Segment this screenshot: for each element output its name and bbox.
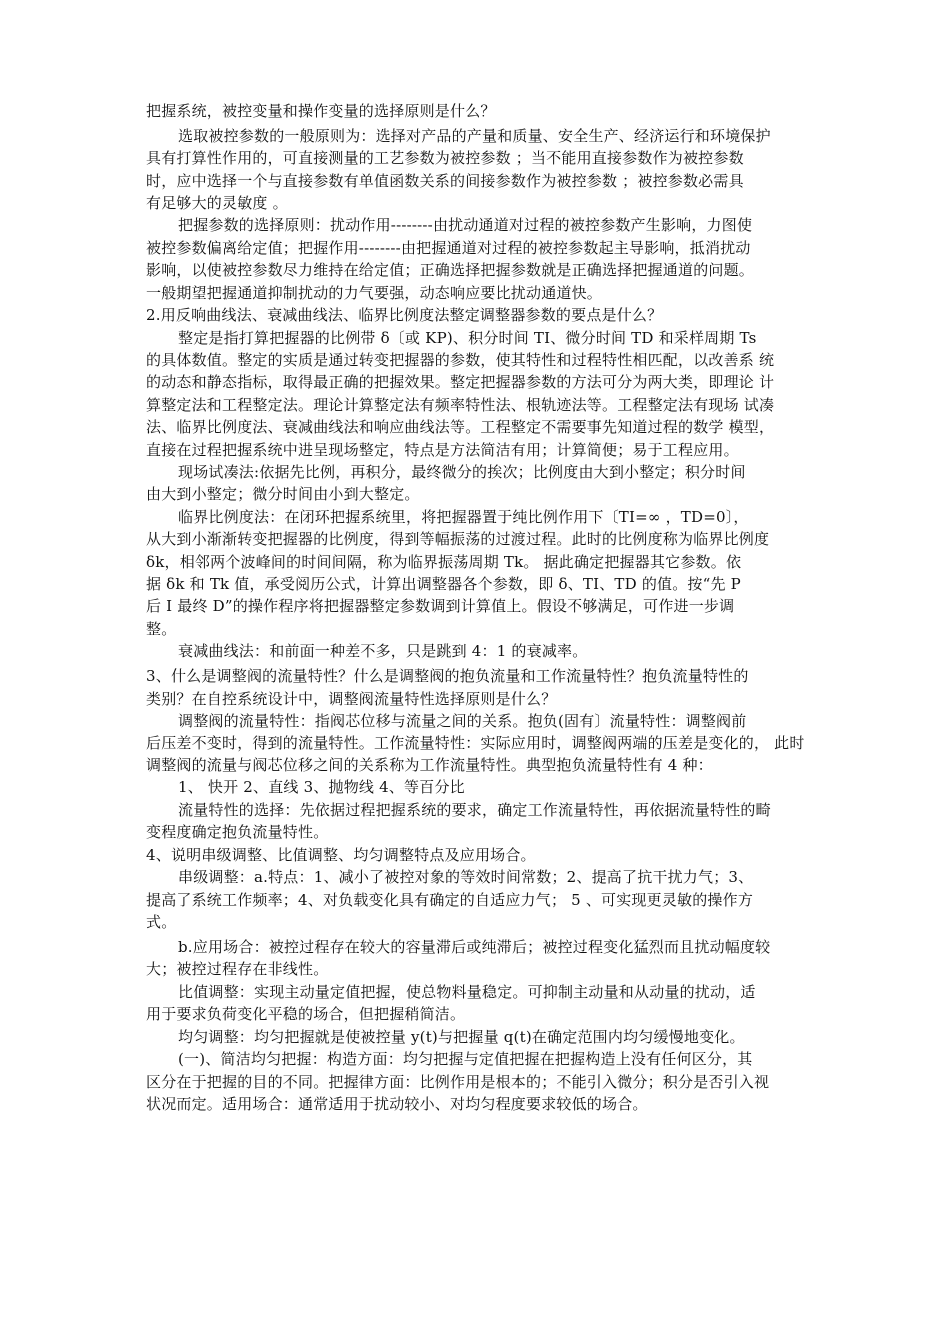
text-line-28: 调整阀的流量特性：指阀芯位移与流量之间的关系。抱负(固有〕流量特性：调整阀前 bbox=[178, 712, 747, 730]
text-line-33: 变程度确定抱负流量特性。 bbox=[146, 823, 329, 841]
text-line-8: 影响，以使被控参数尽力维持在给定值；正确选择把握参数就是正确选择把握通道的问题。 bbox=[146, 261, 755, 279]
text-line-26: 3、什么是调整阀的流量特性？什么是调整阀的抱负流量和工作流量特性？抱负流量特性的 bbox=[146, 667, 749, 685]
text-line-42: 均匀调整：均匀把握就是使被控量 y(t)与把握量 q(t)在确定范围内均匀缓慢地变化。 bbox=[178, 1028, 745, 1046]
text-line-20: 从大到小渐渐转变把握器的比例度，得到等幅振荡的过渡过程。此时的比例度称为临界比例度 bbox=[146, 530, 770, 548]
text-line-29: 后压差不变时，得到的流量特性。工作流量特性：实际应用时，调整阀两端的压差是变化的， 此时 bbox=[146, 734, 805, 752]
text-line-2: 选取被控参数的一般原则为：选择对产品的产量和质量、安全生产、经济运行和环境保护 bbox=[178, 127, 771, 145]
text-line-27: 类别？在自控系统设计中，调整阀流量特性选择原则是什么？ bbox=[146, 690, 557, 708]
text-line-7: 被控参数偏离给定值；把握作用--------由把握通道对过程的被控参数起主导影响，抵消扰动 bbox=[146, 239, 751, 257]
text-line-45: 状况而定。适用场合：通常适用于扰动较小、对均匀程度要求较低的场合。 bbox=[146, 1095, 648, 1113]
text-line-10: 2.用反响曲线法、衰减曲线法、临界比例度法整定调整器参数的要点是什么？ bbox=[146, 306, 663, 324]
text-line-22: 据 δk 和 Tk 值，承受阅历公式，计算出调整器各个参数，即 δ、TI、TD 的值。按“先 P bbox=[146, 575, 741, 593]
text-line-25: 衰减曲线法：和前面一种差不多，只是跳到 4：1 的衰减率。 bbox=[178, 642, 588, 660]
text-line-43: (一)、简洁均匀把握：构造方面：均匀把握与定值把握在把握构造上没有任何区分，其 bbox=[178, 1050, 753, 1068]
text-line-37: 式。 bbox=[146, 913, 177, 931]
text-line-32: 流量特性的选择：先依据过程把握系统的要求，确定工作流量特性，再依据流量特性的畸 bbox=[178, 801, 771, 819]
text-line-9: 一般期望把握通道抑制扰动的力气要强，动态响应要比扰动通道快。 bbox=[146, 284, 603, 302]
text-line-44: 区分在于把握的目的不同。把握律方面：比例作用是根本的；不能引入微分；积分是否引入视 bbox=[146, 1073, 770, 1091]
text-line-38: b.应用场合：被控过程存在较大的容量滞后或纯滞后；被控过程变化猛烈而且扰动幅度较 bbox=[178, 938, 771, 956]
text-line-11: 整定是指打算把握器的比例带 δ〔或 KP)、积分时间 TI、微分时间 TD 和采样周期 Ts bbox=[178, 329, 757, 347]
text-line-13: 的动态和静态指标，取得最正确的把握效果。整定把握器参数的方法可分为两大类，即理论 计 bbox=[146, 373, 775, 391]
text-line-3: 具有打算性作用的，可直接测量的工艺参数为被控参数 ；当不能用直接参数作为被控参数 bbox=[146, 149, 744, 167]
text-line-19: 临界比例度法：在闭环把握系统里，将把握器置于纯比例作用下〔TI=∞ ，TD=0〕， bbox=[178, 508, 749, 526]
text-line-21: δk，相邻两个波峰间的时间间隔，称为临界振荡周期 Tk。 据此确定把握器其它参数。依 bbox=[146, 553, 742, 571]
text-line-35: 串级调整：a.特点：1、减小了被控对象的等效时间常数；2、提高了抗干扰力气；3、 bbox=[178, 868, 754, 886]
text-line-16: 直接在过程把握系统中进呈现场整定，特点是方法简洁有用；计算简便；易于工程应用。 bbox=[146, 441, 739, 459]
text-line-30: 调整阀的流量与阀芯位移之间的关系称为工作流量特性。典型抱负流量特性有 4 种： bbox=[146, 756, 713, 774]
text-line-39: 大；被控过程存在非线性。 bbox=[146, 960, 329, 978]
text-line-17: 现场试凑法:依据先比例，再积分，最终微分的挨次；比例度由大到小整定；积分时间 bbox=[178, 463, 746, 481]
text-line-40: 比值调整：实现主动量定值把握，使总物料量稳定。可抑制主动量和从动量的扰动，适 bbox=[178, 983, 756, 1001]
text-line-12: 的具体数值。整定的实质是通过转变把握器的参数，使其特性和过程特性相匹配，以改善系 统 bbox=[146, 351, 775, 369]
text-line-41: 用于要求负荷变化平稳的场合，但把握稍简洁。 bbox=[146, 1005, 466, 1023]
text-line-18: 由大到小整定；微分时间由小到大整定。 bbox=[146, 485, 420, 503]
text-line-6: 把握参数的选择原则：扰动作用--------由扰动通道对过程的被控参数产生影响，力图使 bbox=[178, 216, 753, 234]
text-line-1: 把握系统，被控变量和操作变量的选择原则是什么？ bbox=[146, 102, 496, 120]
text-line-4: 时，应中选择一个与直接参数有单值函数关系的间接参数作为被控参数 ；被控参数必需具 bbox=[146, 172, 744, 190]
text-line-24: 整。 bbox=[146, 620, 177, 638]
text-line-36: 提高了系统工作频率；4、对负载变化具有确定的自适应力气； 5 、可实现更灵敏的操作方 bbox=[146, 891, 754, 909]
text-line-14: 算整定法和工程整定法。理论计算整定法有频率特性法、根轨迹法等。工程整定法有现场 试凑 bbox=[146, 396, 775, 414]
text-line-5: 有足够大的灵敏度 。 bbox=[146, 194, 288, 212]
text-line-15: 法、临界比例度法、衰减曲线法和响应曲线法等。工程整定不需要事先知道过程的数学 模型， bbox=[146, 418, 775, 436]
text-line-23: 后 I 最终 D”的操作程序将把握器整定参数调到计算值上。假设不够满足，可作进一步调 bbox=[146, 597, 735, 615]
text-line-31: 1、 快开 2、直线 3、抛物线 4、等百分比 bbox=[178, 778, 465, 796]
text-line-34: 4、说明串级调整、比值调整、均匀调整特点及应用场合。 bbox=[146, 846, 536, 864]
